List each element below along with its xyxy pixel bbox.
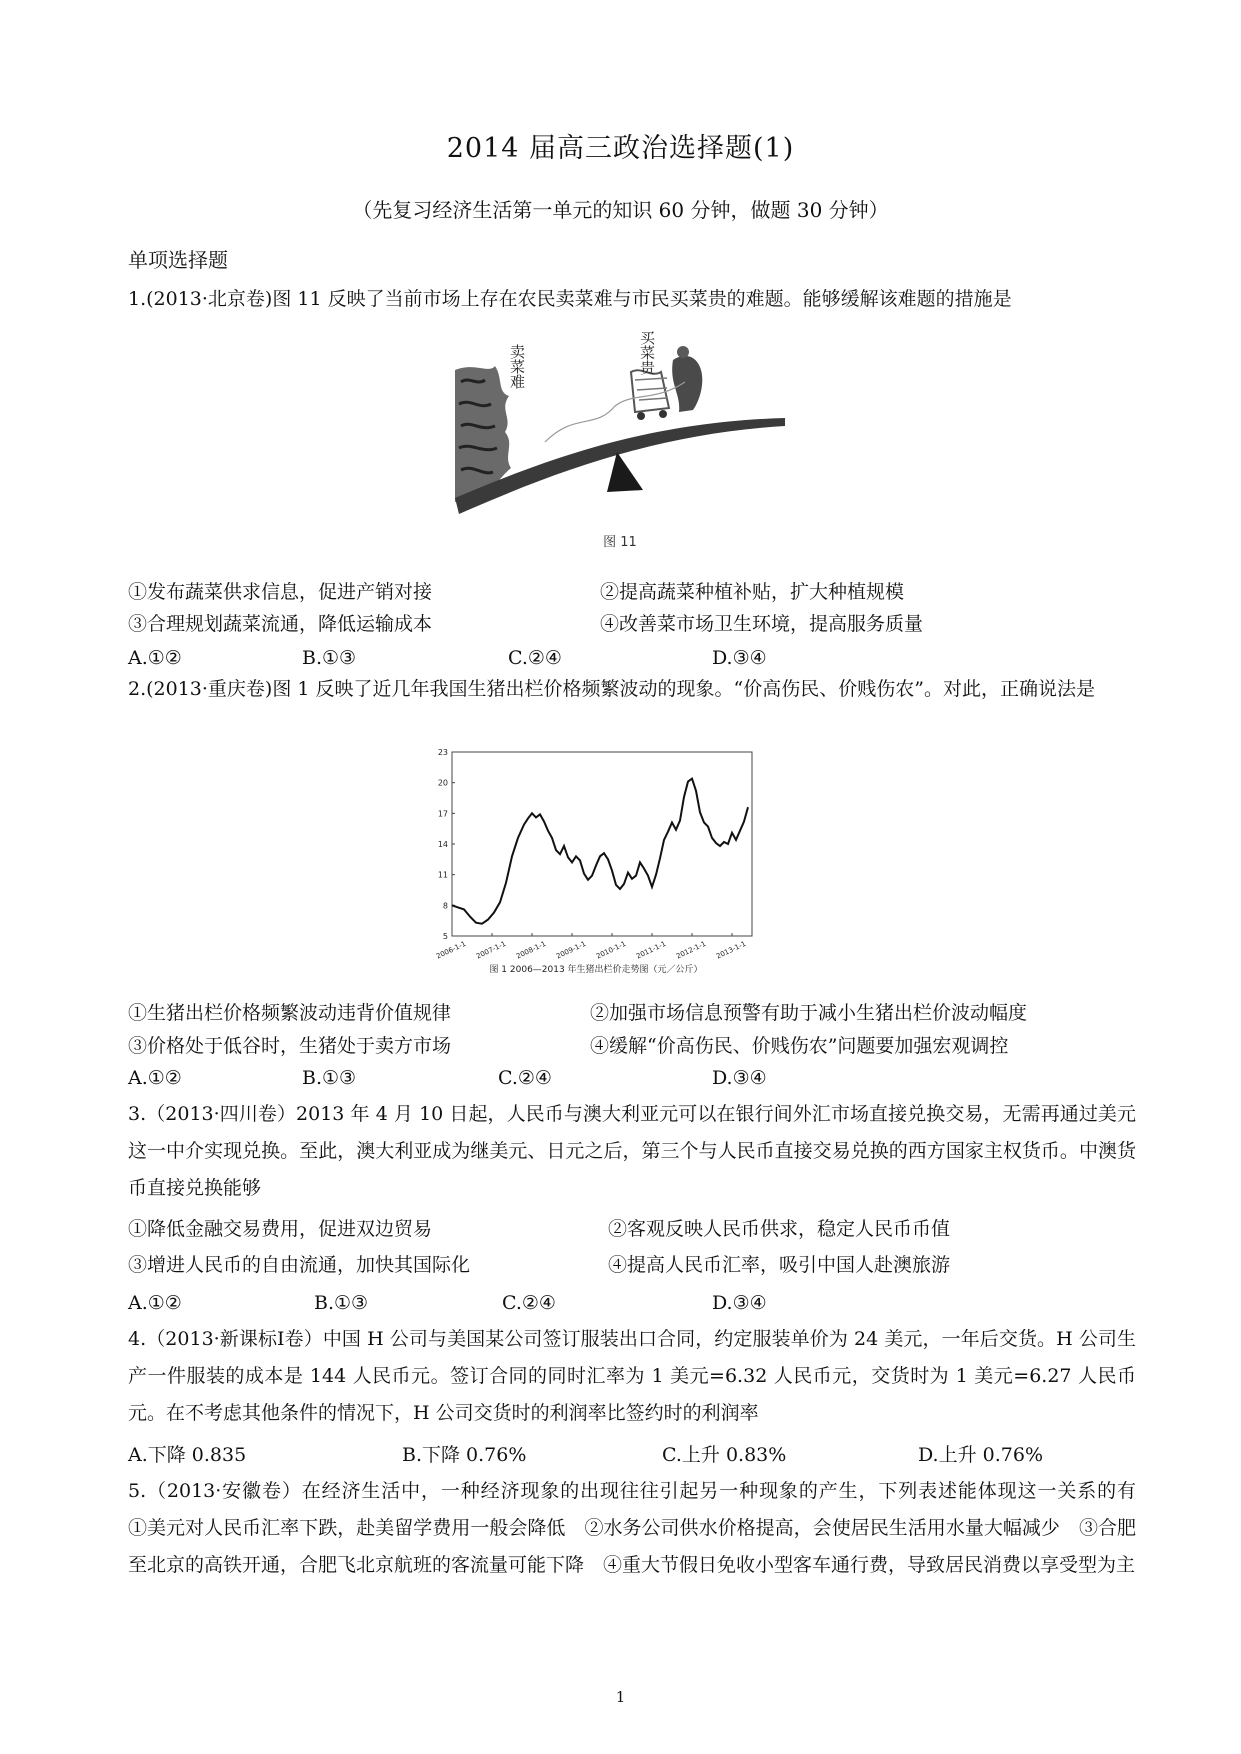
- option-item: ②客观反映人民币供求，稳定人民币币值: [608, 1218, 951, 1240]
- question-1-choices: [128, 643, 1128, 673]
- choice-c: C.②④: [502, 1292, 556, 1314]
- figure-caption: 图 11: [603, 535, 637, 550]
- x-tick-label: 2013-1-1: [715, 939, 748, 961]
- question-4-choices: [128, 1440, 1128, 1470]
- choice-a: A.①②: [128, 647, 182, 669]
- option-item: ②加强市场信息预警有助于减小生猪出栏价波动幅度: [590, 1002, 1028, 1024]
- choice-b: B.下降 0.76%: [402, 1444, 527, 1466]
- choice-b: B.①③: [302, 1067, 357, 1089]
- choice-a: A.下降 0.835: [128, 1444, 247, 1466]
- question-3-choices: [128, 1288, 1128, 1318]
- x-tick-label: 2008-1-1: [515, 939, 548, 961]
- question-3-items-row-1: [128, 1214, 1128, 1244]
- x-tick-label: 2006-1-1: [435, 939, 468, 961]
- label-selling-hard: 卖菜难: [508, 344, 526, 389]
- question-1-items-row-1: [128, 577, 1128, 607]
- y-tick-label: 14: [437, 840, 448, 849]
- choice-b: B.①③: [302, 647, 357, 669]
- x-tick-label: 2011-1-1: [635, 939, 668, 961]
- option-item: ④缓解“价高伤民、价贱伤农”问题要加强宏观调控: [590, 1035, 1009, 1057]
- option-item: ③合理规划蔬菜流通，降低运输成本: [128, 613, 433, 635]
- option-item: ①降低金融交易费用，促进双边贸易: [128, 1218, 433, 1240]
- y-tick-label: 17: [437, 809, 448, 819]
- figure-1-chart: [426, 746, 766, 976]
- choice-c: C.②④: [498, 1067, 552, 1089]
- y-tick-label: 8: [442, 901, 448, 911]
- page-title: 2014 届高三政治选择题(1): [446, 133, 795, 164]
- page-number: 1: [615, 1688, 626, 1706]
- option-item: ①生猪出栏价格频繁波动违背价值规律: [128, 1002, 452, 1024]
- x-tick-label: 2007-1-1: [475, 939, 508, 961]
- question-3-stem: 3.（2013·四川卷）2013 年 4 月 10 日起，人民币与澳大利亚元可以在银行间外汇市场直接兑换交易，无需再通过美元这一中介实现兑换。至此，澳大利亚成为继美元、日元之后，第三个与人民币直接交易兑换的西方国家主权货币。中澳货币直接兑换能够: [128, 1103, 1136, 1199]
- page-subtitle: （先复习经济生活第一单元的知识 60 分钟，做题 30 分钟）: [352, 198, 889, 222]
- question-2-stem: 2.(2013·重庆卷)图 1 反映了近几年我国生猪出栏价格频繁波动的现象。“价高伤民、价贱伤农”。对此，正确说法是: [128, 678, 1095, 700]
- x-axis-ticks: [435, 933, 747, 961]
- question-5-stem: 5.（2013·安徽卷）在经济生活中，一种经济现象的出现往往引起另一种现象的产生，下列表述能体现这一关系的有 ①美元对人民币汇率下跌，赴美留学费用一般会降低 ②水务公司供水价格提高，会使居民生活用水量大幅减少 ③合肥至北京的高铁开通，合肥飞北京航班的客流量可能下降 ④重大节假日免收小型客车通行费，导致居民消费以享受型为主: [128, 1480, 1175, 1576]
- x-tick-label: 2009-1-1: [555, 939, 588, 961]
- choice-d: D.上升 0.76%: [918, 1444, 1043, 1466]
- seesaw-fulcrum: [607, 452, 643, 492]
- question-2-choices: [128, 1063, 1128, 1093]
- option-item: ③价格处于低谷时，生猪处于卖方市场: [128, 1035, 452, 1057]
- question-2-items-row-1: [128, 998, 1128, 1028]
- pig-price-chart: [426, 746, 766, 976]
- y-tick-label: 5: [442, 932, 448, 941]
- question-2-items-row-2: [128, 1031, 1128, 1061]
- question-1-items-row-2: [128, 609, 1128, 639]
- shopper-figure: [672, 346, 702, 412]
- option-item: ③增进人民币的自由流通，加快其国际化: [128, 1254, 471, 1276]
- choice-c: C.上升 0.83%: [662, 1444, 787, 1466]
- question-4-stem: 4.（2013·新课标Ⅰ卷）中国 H 公司与美国某公司签订服装出口合同，约定服装单价为 24 美元，一年后交货。H 公司生产一件服装的成本是 144 人民币元。签订合同的同时汇率为 1 美元=6.32 人民币元，交货时为 1 美元=6.27 人民币元。在不考虑其他条件的情况下，H 公司交货时的利润率比签约时的利润率: [128, 1328, 1136, 1424]
- choice-d: D.③④: [712, 1067, 767, 1089]
- choice-a: A.①②: [128, 1292, 182, 1314]
- section-heading: 单项选择题: [128, 248, 228, 272]
- choice-d: D.③④: [712, 1292, 767, 1314]
- choice-d: D.③④: [712, 647, 767, 669]
- y-tick-label: 20: [437, 778, 448, 788]
- option-item: ④提高人民币汇率，吸引中国人赴澳旅游: [608, 1254, 951, 1276]
- seesaw-illustration: [455, 322, 785, 558]
- x-tick-label: 2010-1-1: [595, 939, 628, 961]
- x-tick-label: 2012-1-1: [675, 939, 708, 961]
- chart-title: 图 1 2006—2013 年生猪出栏价走势图（元／公斤）: [489, 965, 703, 975]
- figure-11: [455, 322, 785, 558]
- option-item: ①发布蔬菜供求信息，促进产销对接: [128, 581, 433, 603]
- y-tick-label: 11: [437, 870, 448, 880]
- label-buying-expensive: 买菜贵: [638, 330, 656, 375]
- choice-c: C.②④: [508, 647, 562, 669]
- option-item: ②提高蔬菜种植补贴，扩大种植规模: [600, 581, 905, 603]
- choice-a: A.①②: [128, 1067, 182, 1089]
- question-1-stem: 1.(2013·北京卷)图 11 反映了当前市场上存在农民卖菜难与市民买菜贵的难题。能够缓解该难题的措施是: [128, 288, 1012, 310]
- choice-b: B.①③: [314, 1292, 369, 1314]
- question-3-items-row-2: [128, 1250, 1128, 1280]
- option-item: ④改善菜市场卫生环境，提高服务质量: [600, 613, 924, 635]
- y-tick-label: 23: [437, 748, 448, 757]
